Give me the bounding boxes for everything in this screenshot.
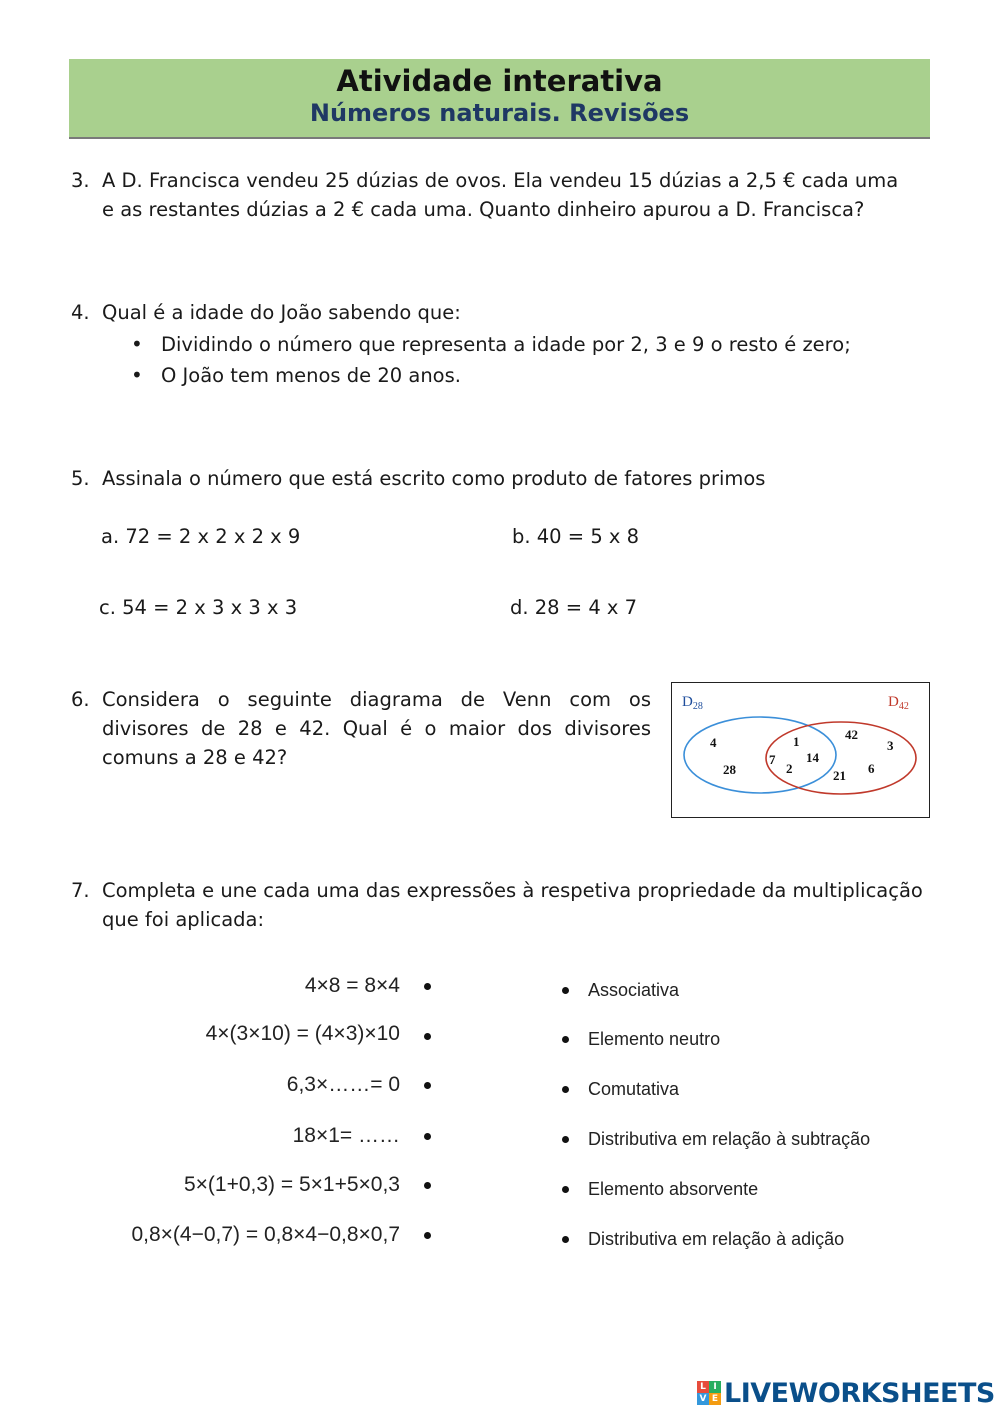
question-text-line: divisores de 28 e 42. Qual é o maior dos divisores [102, 717, 651, 740]
venn-number: 2 [786, 761, 793, 776]
venn-number: 3 [887, 738, 894, 753]
right-match-dot[interactable] [562, 1186, 569, 1193]
option-c[interactable]: c. 54 = 2 x 3 x 3 x 3 [99, 596, 298, 619]
option-a[interactable]: a. 72 = 2 x 2 x 2 x 9 [101, 525, 301, 548]
left-match-dot[interactable] [424, 1232, 431, 1239]
venn-diagram [671, 682, 930, 818]
brand-name: LIVEWORKSHEETS [724, 1377, 995, 1409]
question-text-line: e as restantes dúzias a 2 € cada uma. Quanto dinheiro apurou a D. Francisca? [102, 198, 865, 221]
venn-number: 42 [845, 727, 858, 742]
property-associativa: Associativa [588, 980, 680, 1000]
question-text-line: comuns a 28 e 42? [102, 746, 288, 769]
condition-item: • O João tem menos de 20 anos. [131, 360, 911, 391]
expression-commutative: 4×8 = 8×4 [304, 974, 400, 997]
property-distributiva-adicao: Distributiva em relação à adição [588, 1229, 845, 1249]
left-match-dot[interactable] [424, 1033, 431, 1040]
right-match-dot[interactable] [562, 1236, 569, 1243]
expression-distributive-addition: 5×(1+0,3) = 5×1+5×0,3 [183, 1173, 400, 1196]
question-text: Assinala o número que está escrito como produto de fatores primos [102, 467, 766, 490]
question-text-line: Considera o seguinte diagrama de Venn com os [102, 688, 651, 711]
condition-list [131, 329, 911, 391]
set-b-circle [766, 722, 916, 794]
venn-svg [672, 683, 931, 819]
venn-number: 6 [868, 761, 875, 776]
question-text-line: que foi aplicada: [102, 908, 265, 931]
property-comutativa: Comutativa [588, 1079, 680, 1099]
logo-letter: L [697, 1381, 709, 1393]
left-match-dot[interactable] [424, 1082, 431, 1089]
condition-item: • Dividindo o número que representa a idade por 2, 3 e 9 o resto é zero; [131, 329, 911, 360]
question-text-line: Completa e une cada uma das expressões à respetiva propriedade da multiplicação [102, 879, 923, 902]
venn-number: 21 [833, 768, 846, 783]
left-match-dot[interactable] [424, 1133, 431, 1140]
expression-absorbing[interactable]: 6,3×……= 0 [286, 1073, 400, 1096]
question-number: 6. [71, 688, 90, 711]
venn-number: 7 [769, 752, 776, 767]
set-a-label: $D_{28}$ [682, 694, 703, 712]
right-match-dot[interactable] [562, 1136, 569, 1143]
question-text: Qual é a idade do João sabendo que: [102, 301, 461, 324]
worksheet-header [69, 59, 930, 139]
logo-icon [697, 1381, 721, 1405]
right-match-dot[interactable] [562, 1086, 569, 1093]
question-number: 7. [71, 879, 90, 902]
logo-letter: I [709, 1381, 721, 1393]
question-number: 3. [71, 169, 90, 192]
property-distributiva-subtracao: Distributiva em relação à subtração [588, 1129, 871, 1149]
property-elemento-neutro: Elemento neutro [588, 1029, 721, 1049]
venn-number: 14 [806, 750, 819, 765]
expression-associative: 4×(3×10) = (4×3)×10 [205, 1022, 400, 1045]
logo-letter: V [697, 1393, 709, 1405]
venn-number: 4 [710, 735, 717, 750]
left-match-dot[interactable] [424, 983, 431, 990]
right-match-dot[interactable] [562, 1036, 569, 1043]
page-title: Atividade interativa [336, 64, 663, 98]
left-match-dot[interactable] [424, 1182, 431, 1189]
logo-letter: E [709, 1393, 721, 1405]
venn-number: 1 [793, 734, 800, 749]
liveworksheets-logo[interactable] [697, 1378, 995, 1408]
right-match-dot[interactable] [562, 987, 569, 994]
property-elemento-absorvente: Elemento absorvente [588, 1179, 759, 1199]
question-text-line: A D. Francisca vendeu 25 dúzias de ovos. Ela vendeu 15 dúzias a 2,5 € cada uma [102, 169, 899, 192]
set-b-label: $D_{42}$ [888, 694, 909, 712]
expression-neutral[interactable]: 18×1= …… [292, 1124, 400, 1147]
option-d[interactable]: d. 28 = 4 x 7 [510, 596, 638, 619]
option-b[interactable]: b. 40 = 5 x 8 [512, 525, 640, 548]
expression-distributive-subtraction: 0,8×(4−0,7) = 0,8×4−0,8×0,7 [131, 1223, 400, 1246]
venn-number: 28 [723, 762, 736, 777]
page-subtitle: Números naturais. Revisões [309, 99, 690, 127]
question-number: 5. [71, 467, 90, 490]
question-number: 4. [71, 301, 90, 324]
